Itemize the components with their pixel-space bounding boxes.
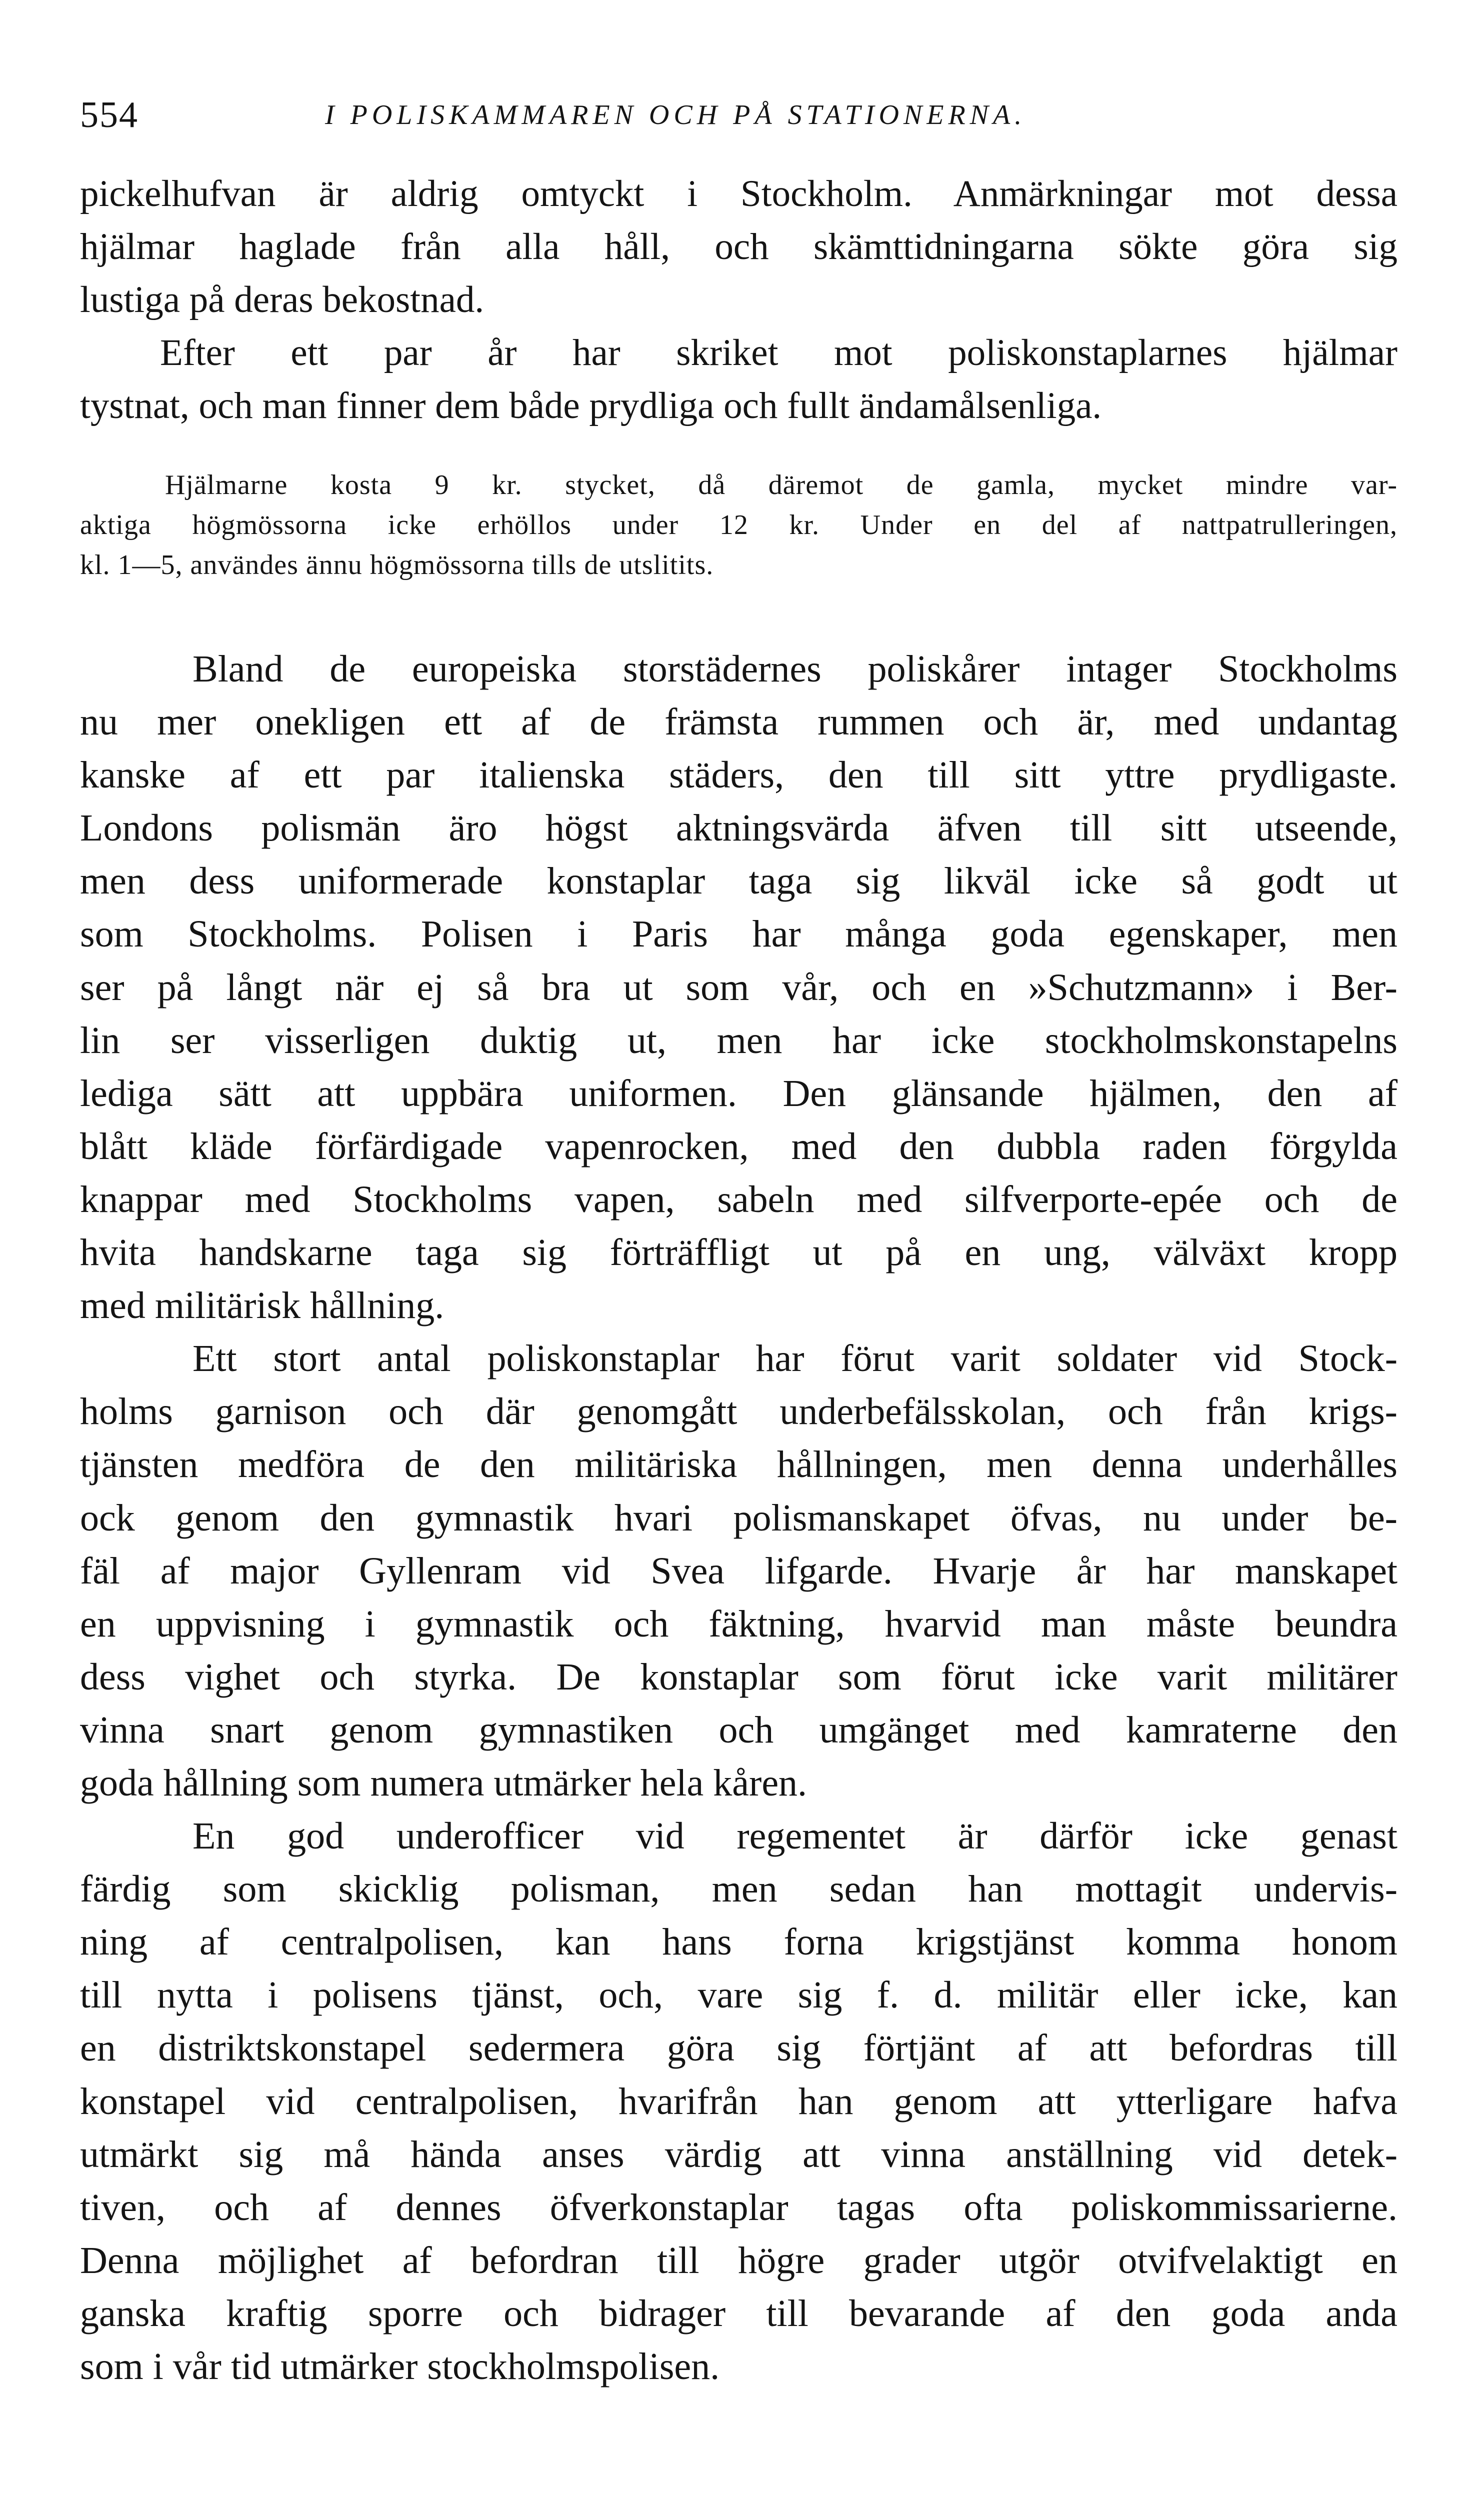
text-line: en distriktskonstapel sedermera göra sig förtjänt af att befordras till <box>80 2027 1398 2070</box>
text-line: Ett stort antal poliskonstaplar har förut varit soldater vid Stock- <box>192 1338 1398 1380</box>
running-title: I POLISKAMMAREN OCH PÅ STATIONERNA. <box>325 100 1026 130</box>
text-line: knappar med Stockholms vapen, sabeln med silfverporte-epée och de <box>80 1178 1398 1220</box>
footnote-line: Hjälmarne kosta 9 kr. stycket, då däremot de gamla, mycket mindre var- <box>165 470 1398 500</box>
text-line: pickelhufvan är aldrig omtyckt i Stockholm. Anmärkningar mot dessa <box>80 173 1398 214</box>
text-line: Efter ett par år har skriket mot poliskonstaplarnes hjälmar <box>160 332 1398 374</box>
page-number: 554 <box>80 94 138 136</box>
text-line: som Stockholms. Polisen i Paris har många goda egenskaper, men <box>80 913 1398 956</box>
text-line: kanske af ett par italienska städers, den till sitt yttre prydligaste. <box>80 754 1398 796</box>
text-line: tiven, och af dennes öfverkonstaplar tagas ofta poliskommissarierne. <box>80 2186 1398 2228</box>
text-line: färdig som skicklig polisman, men sedan han mottagit undervis- <box>80 1868 1398 1910</box>
text-line: hvita handskarne taga sig förträffligt ut på en ung, välväxt kropp <box>80 1232 1398 1274</box>
text-line: fäl af major Gyllenram vid Svea lifgarde. Hvarje år har manskapet <box>80 1550 1398 1592</box>
text-line: goda hållning som numera utmärker hela kåren. <box>80 1762 808 1804</box>
text-line: ning af centralpolisen, kan hans forna krigstjänst komma honom <box>80 1921 1398 1964</box>
text-line: men dess uniformerade konstaplar taga sig likväl icke så godt ut <box>80 860 1398 902</box>
text-line: hjälmar haglade från alla håll, och skämttidningarna sökte göra sig <box>80 226 1398 268</box>
text-line: med militärisk hållning. <box>80 1284 444 1327</box>
text-line: lediga sätt att uppbära uniformen. Den glänsande hjälmen, den af <box>80 1072 1398 1114</box>
text-line: ser på långt när ej så bra ut som vår, och en »Schutzmann» i Ber- <box>80 966 1398 1008</box>
text-line: ganska kraftig sporre och bidrager till bevarande af den goda anda <box>80 2292 1398 2334</box>
text-line: en uppvisning i gymnastik och fäktning, hvarvid man måste beundra <box>80 1602 1398 1645</box>
text-line: till nytta i polisens tjänst, och, vare sig f. d. militär eller icke, kan <box>80 1974 1398 2016</box>
text-line: utmärkt sig må hända anses värdig att vinna anställning vid detek- <box>80 2133 1398 2176</box>
text-line: dess vighet och styrka. De konstaplar som förut icke varit militärer <box>80 1656 1398 1698</box>
text-line: vinna snart genom gymnastiken och umgänget med kamraterne den <box>80 1708 1398 1751</box>
text-line: konstapel vid centralpolisen, hvarifrån han genom att ytterligare hafva <box>80 2080 1398 2122</box>
intro-paragraphs <box>80 168 1398 432</box>
text-line: lustiga på deras bekostnad. <box>80 279 484 320</box>
text-line: nu mer onekligen ett af de främsta rummen och är, med undantag <box>80 701 1398 744</box>
footnote-line: kl. 1—5, användes ännu högmössorna tills de utslitits. <box>80 550 714 580</box>
footnote-line: aktiga högmössorna icke erhöllos under 12 kr. Under en del af nattpatrulleringen, <box>80 510 1398 540</box>
text-line: Londons polismän äro högst aktningsvärda äfven till sitt utseende, <box>80 807 1398 850</box>
text-line: En god underofficer vid regementet är därför icke genast <box>192 1815 1398 1858</box>
text-line: Bland de europeiska storstädernes poliskårer intager Stockholms <box>192 648 1398 690</box>
text-line: ock genom den gymnastik hvari polismanskapet öfvas, nu under be- <box>80 1496 1398 1539</box>
page-header <box>80 85 1400 145</box>
text-line: Denna möjlighet af befordran till högre grader utgör otvifvelaktigt en <box>80 2239 1398 2282</box>
text-line: som i vår tid utmärker stockholmspolisen. <box>80 2346 720 2388</box>
footnote <box>80 465 1398 585</box>
text-line: tjänsten medföra de den militäriska hållningen, men denna underhålles <box>80 1444 1398 1486</box>
text-line: holms garnison och där genomgått underbefälsskolan, och från krigs- <box>80 1390 1398 1433</box>
text-line: lin ser visserligen duktig ut, men har icke stockholmskonstapelns <box>80 1019 1398 1062</box>
text-line: tystnat, och man finner dem både prydliga och fullt ändamålsenliga. <box>80 385 1102 426</box>
main-text <box>80 642 1398 2393</box>
text-line: blått kläde förfärdigade vapenrocken, med den dubbla raden förgylda <box>80 1125 1398 1168</box>
